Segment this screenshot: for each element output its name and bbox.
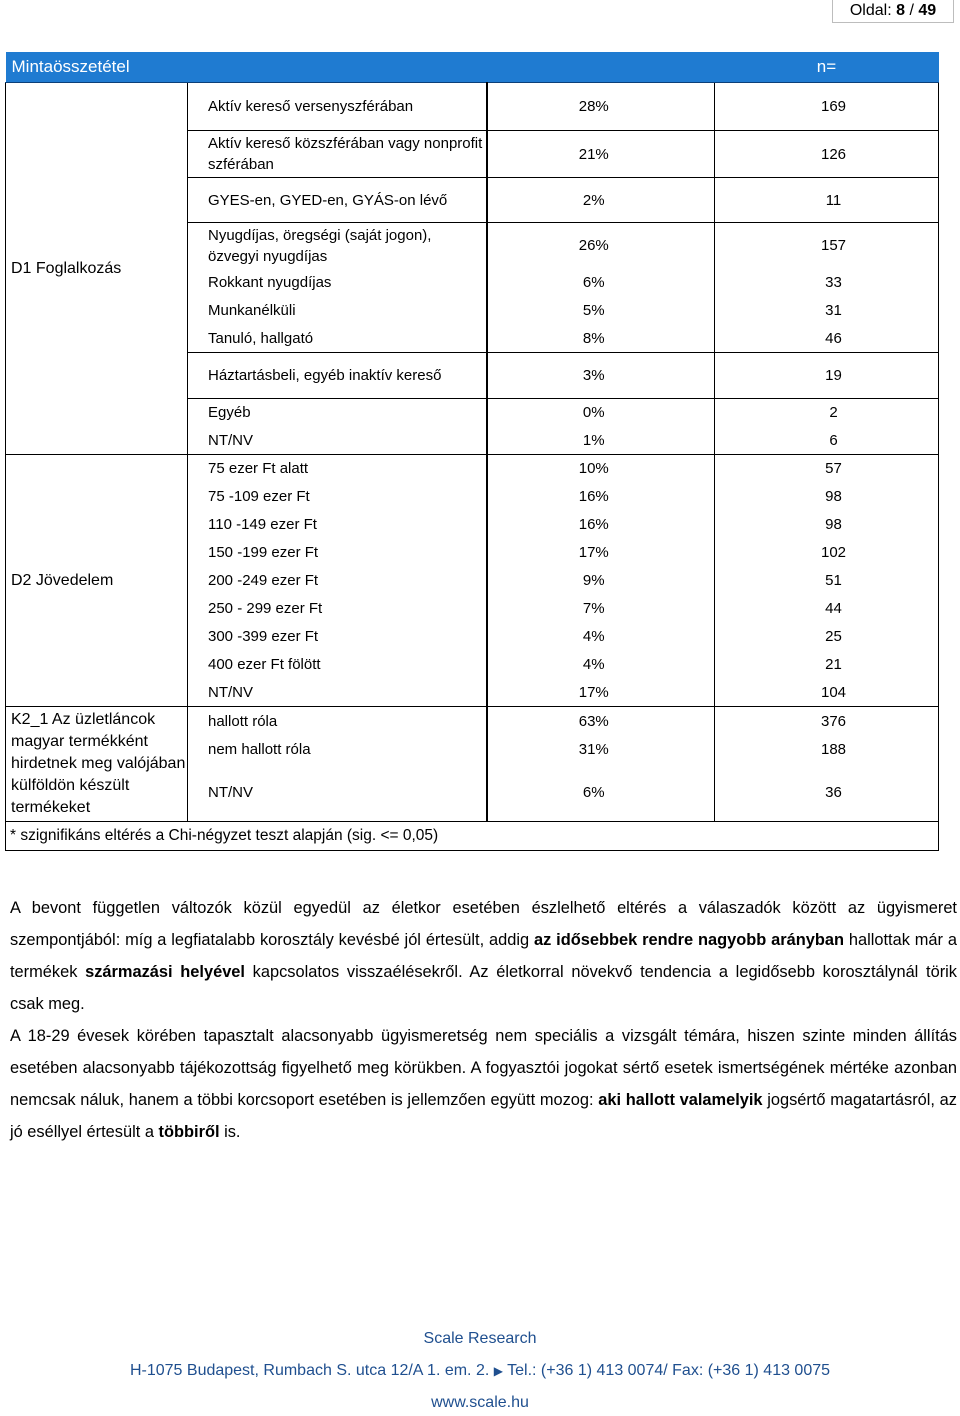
page-total: 49 <box>918 2 937 19</box>
row-n: 188 <box>715 735 939 764</box>
row-n: 57 <box>715 455 939 483</box>
arrow-right-icon: ▶ <box>493 1364 503 1378</box>
p1-bold-1: az idősebbek rendre nagyobb arányban <box>533 931 844 949</box>
table-header-row <box>6 52 939 83</box>
footer-phone: Tel.: (+36 1) 413 0074/ Fax: (+36 1) 413 0075 <box>507 1362 831 1379</box>
row-n: 36 <box>715 764 939 822</box>
row-pct: 9% <box>487 567 715 595</box>
table-footnote: * szignifikáns eltérés a Chi-négyzet teszt alapján (sig. <= 0,05) <box>6 822 939 851</box>
body-text <box>10 892 957 1148</box>
paragraph-1 <box>10 892 957 1020</box>
row-label: 300 -399 ezer Ft <box>188 623 487 651</box>
footer-contact <box>0 1362 960 1380</box>
row-label: NT/NV <box>188 764 487 822</box>
row-label: 110 -149 ezer Ft <box>188 511 487 539</box>
row-label: Munkanélküli <box>188 297 487 325</box>
row-pct: 28% <box>487 83 715 131</box>
row-pct: 2% <box>487 178 715 223</box>
table-footnote-row <box>6 822 939 851</box>
p1-text-d: kapcsolatos visszaélésekről. Az életkorral növekvő tendencia a legidősebb korosztálynál törik csak meg. <box>10 963 957 1013</box>
row-pct: 6% <box>487 269 715 297</box>
row-pct: 5% <box>487 297 715 325</box>
row-n: 46 <box>715 325 939 353</box>
row-label: NT/NV <box>188 679 487 707</box>
p1-text-c: hallottak már a termékek <box>10 931 957 981</box>
footer-address: H-1075 Budapest, Rumbach S. utca 12/A 1. em. 2. <box>129 1362 490 1379</box>
category-income: D2 Jövedelem <box>6 455 188 707</box>
table-row <box>6 83 939 131</box>
row-n: 102 <box>715 539 939 567</box>
row-n: 6 <box>715 427 939 455</box>
row-pct: 16% <box>487 483 715 511</box>
row-n: 44 <box>715 595 939 623</box>
row-n: 2 <box>715 399 939 427</box>
category-awareness: K2_1 Az üzletláncok magyar termékként hirdetnek meg valójában külföldön készült termékeket <box>6 707 188 822</box>
row-n: 98 <box>715 511 939 539</box>
row-label: nem hallott róla <box>188 735 487 764</box>
row-label: Háztartásbeli, egyéb inaktív kereső <box>188 353 487 399</box>
row-pct: 4% <box>487 623 715 651</box>
row-label: 75 -109 ezer Ft <box>188 483 487 511</box>
row-pct: 10% <box>487 455 715 483</box>
row-n: 104 <box>715 679 939 707</box>
page-label: Oldal: <box>849 2 892 19</box>
row-label: 200 -249 ezer Ft <box>188 567 487 595</box>
row-label: 250 - 299 ezer Ft <box>188 595 487 623</box>
page-current: 8 <box>896 2 905 19</box>
row-pct: 6% <box>487 764 715 822</box>
row-label: 150 -199 ezer Ft <box>188 539 487 567</box>
row-pct: 16% <box>487 511 715 539</box>
p2-bold-2: többiről <box>158 1123 220 1141</box>
row-n: 169 <box>715 83 939 131</box>
row-label: Aktív kereső közszférában vagy nonprofit szférában <box>188 131 487 178</box>
p1-bold-2: származási helyével <box>85 963 245 981</box>
table-row <box>6 455 939 483</box>
n-header: n= <box>715 52 939 83</box>
footer-company: Scale Research <box>423 1330 537 1347</box>
row-label: hallott róla <box>188 707 487 736</box>
row-pct: 26% <box>487 223 715 269</box>
row-label: Aktív kereső versenyszférában <box>188 83 487 131</box>
p2-text-c: jogsértő magatartásról, az jó eséllyel értesült a <box>10 1091 957 1141</box>
row-label: GYES-en, GYED-en, GYÁS-on lévő <box>188 178 487 223</box>
row-label: Egyéb <box>188 399 487 427</box>
row-label: Nyugdíjas, öregségi (saját jogon), özvegyi nyugdíjas <box>188 223 487 269</box>
category-occupation: D1 Foglalkozás <box>6 83 188 455</box>
footer-website-link[interactable]: www.scale.hu <box>431 1394 529 1411</box>
row-label: NT/NV <box>188 427 487 455</box>
page-number <box>832 0 954 23</box>
row-pct: 3% <box>487 353 715 399</box>
row-label: 400 ezer Ft fölött <box>188 651 487 679</box>
table-row <box>6 707 939 736</box>
row-pct: 17% <box>487 539 715 567</box>
row-n: 31 <box>715 297 939 325</box>
p2-text-a: A 18-29 évesek körében tapasztalt alacsonyabb ügyismeretség nem speciális a vizsgált témára, hiszen szinte minden állítás esetében alacsonyabb tájékozottság figyelhető meg körükben. A fogyasztói jogokat sértő esetek ismertségének mértéke azonban nemcsak náluk, hanem a többi korcsoport esetében is jellemzően együtt mozog: <box>10 1027 957 1109</box>
p2-text-d: is. <box>219 1123 241 1141</box>
paragraph-2 <box>10 1020 957 1148</box>
row-pct: 7% <box>487 595 715 623</box>
page-separator: / <box>909 2 914 19</box>
row-pct: 4% <box>487 651 715 679</box>
row-n: 21 <box>715 651 939 679</box>
row-n: 157 <box>715 223 939 269</box>
row-n: 51 <box>715 567 939 595</box>
row-n: 33 <box>715 269 939 297</box>
row-n: 11 <box>715 178 939 223</box>
row-n: 25 <box>715 623 939 651</box>
row-pct: 0% <box>487 399 715 427</box>
row-pct: 31% <box>487 735 715 764</box>
row-pct: 21% <box>487 131 715 178</box>
table-title: Mintaösszetétel <box>6 52 715 83</box>
row-label: Tanuló, hallgató <box>188 325 487 353</box>
row-pct: 17% <box>487 679 715 707</box>
p2-bold-1: aki hallott valamelyik <box>598 1091 763 1109</box>
row-label: 75 ezer Ft alatt <box>188 455 487 483</box>
row-pct: 1% <box>487 427 715 455</box>
row-n: 376 <box>715 707 939 736</box>
row-n: 126 <box>715 131 939 178</box>
row-n: 19 <box>715 353 939 399</box>
sample-composition-table <box>5 52 939 851</box>
row-pct: 63% <box>487 707 715 736</box>
p1-text-a: A bevont független változók közül egyedül az életkor esetében észlelhető eltérés a válaszadók között az ügyismeret szempontjából: míg a legfiatalabb korosztály kevésbé jól értesült, addig <box>10 899 957 949</box>
row-n: 98 <box>715 483 939 511</box>
row-label: Rokkant nyugdíjas <box>188 269 487 297</box>
row-pct: 8% <box>487 325 715 353</box>
